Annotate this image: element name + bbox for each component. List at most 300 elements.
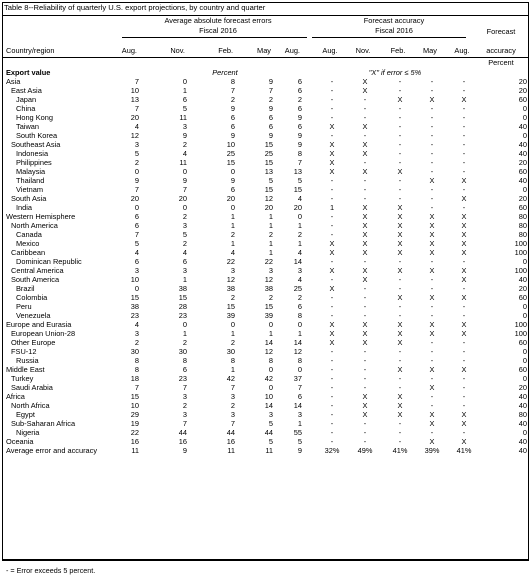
error-value: 37 — [293, 374, 302, 383]
error-value: 13 — [264, 167, 273, 176]
accuracy-mark: X — [397, 320, 403, 329]
accuracy-mark: X — [461, 329, 467, 338]
forecast-accuracy-value: 100 — [514, 320, 527, 329]
accuracy-mark: - — [430, 347, 434, 356]
header-errors-group: Average absolute forecast errors — [164, 16, 272, 25]
accuracy-mark: X — [429, 320, 435, 329]
forecast-accuracy-value: 0 — [522, 428, 527, 437]
forecast-accuracy-value: 80 — [518, 410, 527, 419]
accuracy-mark: X — [429, 95, 435, 104]
accuracy-mark: 32% — [324, 446, 340, 455]
accuracy-mark: X — [429, 212, 435, 221]
accuracy-mark: - — [330, 437, 334, 446]
error-value: 23 — [178, 311, 187, 320]
error-value: 15 — [264, 302, 273, 311]
accuracy-mark: - — [330, 356, 334, 365]
error-value: 2 — [268, 95, 273, 104]
forecast-accuracy-value: 40 — [518, 149, 527, 158]
error-value: 3 — [134, 140, 139, 149]
row-label: Oceania — [6, 437, 34, 446]
row-label: Nigeria — [16, 428, 40, 437]
error-value: 30 — [226, 347, 235, 356]
error-value: 2 — [182, 140, 187, 149]
error-value: 9 — [230, 176, 235, 185]
accuracy-mark: - — [462, 257, 466, 266]
accuracy-mark: - — [398, 374, 402, 383]
accuracy-mark: - — [363, 374, 367, 383]
accuracy-mark: X — [429, 176, 435, 185]
error-value: 6 — [297, 86, 302, 95]
error-value: 8 — [134, 365, 139, 374]
accuracy-mark: X — [429, 239, 435, 248]
row-label: South Asia — [11, 194, 47, 203]
error-value: 2 — [134, 158, 139, 167]
error-value: 9 — [297, 113, 302, 122]
forecast-accuracy-value: 0 — [522, 113, 527, 122]
header-accuracy: accuracy — [486, 46, 516, 55]
accuracy-mark: X — [429, 437, 435, 446]
accuracy-mark: - — [430, 302, 434, 311]
table-row — [2, 275, 529, 284]
table-row — [2, 329, 529, 338]
forecast-accuracy-value: 40 — [518, 419, 527, 428]
header-accuracy-quarter: Aug. — [454, 46, 470, 55]
error-value: 2 — [230, 293, 235, 302]
error-value: 3 — [230, 410, 235, 419]
error-value: 7 — [268, 86, 273, 95]
accuracy-mark: - — [462, 167, 466, 176]
accuracy-mark: X — [362, 230, 368, 239]
forecast-accuracy-value: 0 — [522, 104, 527, 113]
error-value: 6 — [230, 185, 235, 194]
row-label: Caribbean — [11, 248, 46, 257]
accuracy-mark: X — [362, 320, 368, 329]
table-row — [2, 419, 529, 428]
error-value: 2 — [182, 239, 187, 248]
row-label: Southeast Asia — [11, 140, 61, 149]
header-accuracy-quarter: Nov. — [355, 46, 371, 55]
accuracy-mark: - — [430, 194, 434, 203]
table-row — [2, 194, 529, 203]
error-value: 0 — [268, 365, 273, 374]
accuracy-mark: X — [362, 338, 368, 347]
accuracy-mark: - — [462, 86, 466, 95]
forecast-accuracy-value: 0 — [522, 374, 527, 383]
error-value: 1 — [268, 329, 273, 338]
error-value: 0 — [230, 167, 235, 176]
accuracy-mark: - — [330, 383, 334, 392]
accuracy-mark: - — [430, 140, 434, 149]
error-value: 2 — [134, 338, 139, 347]
accuracy-mark: X — [461, 239, 467, 248]
error-value: 7 — [182, 419, 187, 428]
forecast-accuracy-value: 20 — [518, 383, 527, 392]
accuracy-mark: X — [397, 95, 403, 104]
accuracy-mark: - — [330, 410, 334, 419]
error-value: 2 — [297, 230, 302, 239]
error-value: 9 — [182, 131, 187, 140]
header-errors-quarter: Aug. — [121, 46, 137, 55]
error-value: 5 — [182, 230, 187, 239]
row-label: Indonesia — [16, 149, 49, 158]
accuracy-mark: X — [362, 410, 368, 419]
accuracy-mark: - — [398, 302, 402, 311]
error-value: 7 — [230, 86, 235, 95]
accuracy-mark: - — [363, 284, 367, 293]
row-label: Hong Kong — [16, 113, 53, 122]
accuracy-mark: - — [462, 374, 466, 383]
error-value: 4 — [134, 122, 139, 131]
accuracy-mark: X — [397, 203, 403, 212]
header-errors-quarter: May — [257, 46, 271, 55]
accuracy-mark: X — [397, 392, 403, 401]
accuracy-mark: - — [363, 185, 367, 194]
error-value: 3 — [134, 266, 139, 275]
accuracy-mark: X — [429, 293, 435, 302]
accuracy-mark: - — [330, 419, 334, 428]
error-value: 13 — [130, 95, 139, 104]
table-row — [2, 446, 529, 455]
error-value: 16 — [130, 437, 139, 446]
accuracy-mark: - — [330, 428, 334, 437]
accuracy-mark: - — [462, 185, 466, 194]
accuracy-mark: - — [363, 257, 367, 266]
accuracy-mark: - — [398, 149, 402, 158]
error-value: 5 — [182, 104, 187, 113]
error-value: 0 — [182, 320, 187, 329]
accuracy-mark: - — [330, 374, 334, 383]
error-value: 3 — [297, 410, 302, 419]
accuracy-mark: X — [329, 158, 335, 167]
error-value: 3 — [182, 221, 187, 230]
accuracy-mark: - — [430, 356, 434, 365]
error-value: 9 — [230, 104, 235, 113]
accuracy-mark: - — [462, 140, 466, 149]
row-label: Peru — [16, 302, 32, 311]
row-label: Europe and Eurasia — [6, 320, 72, 329]
row-label: Turkey — [11, 374, 34, 383]
error-value: 6 — [297, 302, 302, 311]
row-label: Venezuela — [16, 311, 51, 320]
accuracy-mark: - — [398, 86, 402, 95]
table-row — [2, 266, 529, 275]
accuracy-mark: - — [330, 302, 334, 311]
forecast-accuracy-value: 40 — [518, 392, 527, 401]
error-value: 20 — [130, 113, 139, 122]
forecast-accuracy-value: 20 — [518, 86, 527, 95]
accuracy-mark: - — [330, 347, 334, 356]
error-value: 12 — [130, 131, 139, 140]
accuracy-mark: - — [462, 338, 466, 347]
accuracy-mark: X — [429, 248, 435, 257]
accuracy-note: "X" if error ≤ 5% — [368, 68, 422, 77]
accuracy-mark: X — [461, 230, 467, 239]
accuracy-mark: - — [462, 401, 466, 410]
error-value: 6 — [134, 221, 139, 230]
accuracy-mark: - — [430, 374, 434, 383]
error-value: 9 — [297, 140, 302, 149]
error-value: 9 — [268, 77, 273, 86]
accuracy-mark: - — [330, 365, 334, 374]
accuracy-mark: X — [329, 140, 335, 149]
error-value: 7 — [230, 383, 235, 392]
error-value: 0 — [230, 203, 235, 212]
error-value: 5 — [268, 437, 273, 446]
accuracy-mark: X — [461, 419, 467, 428]
accuracy-mark: - — [430, 104, 434, 113]
forecast-accuracy-value: 0 — [522, 347, 527, 356]
row-label: Canada — [16, 230, 42, 239]
accuracy-mark: - — [363, 347, 367, 356]
section-label: Export value — [6, 68, 51, 77]
accuracy-mark: - — [430, 401, 434, 410]
error-value: 3 — [182, 410, 187, 419]
row-label: Japan — [16, 95, 37, 104]
table-row — [2, 185, 529, 194]
table-row — [2, 230, 529, 239]
error-value: 10 — [226, 140, 235, 149]
row-label: Dominican Republic — [16, 257, 82, 266]
table-row — [2, 167, 529, 176]
error-value: 12 — [226, 275, 235, 284]
forecast-accuracy-value: 100 — [514, 248, 527, 257]
table-row — [2, 104, 529, 113]
accuracy-mark: X — [329, 122, 335, 131]
error-value: 20 — [130, 194, 139, 203]
accuracy-mark: - — [398, 77, 402, 86]
accuracy-mark: - — [398, 419, 402, 428]
error-value: 11 — [179, 158, 187, 167]
row-label: Central America — [11, 266, 64, 275]
accuracy-mark: - — [430, 122, 434, 131]
error-value: 55 — [293, 428, 302, 437]
table-row — [2, 158, 529, 167]
accuracy-mark: X — [362, 275, 368, 284]
row-label: Western Hemisphere — [6, 212, 76, 221]
error-value: 15 — [226, 158, 235, 167]
error-value: 6 — [268, 122, 273, 131]
accuracy-mark: X — [397, 293, 403, 302]
accuracy-mark: - — [430, 86, 434, 95]
row-label: China — [16, 104, 36, 113]
error-value: 10 — [264, 392, 273, 401]
accuracy-mark: X — [429, 365, 435, 374]
accuracy-mark: X — [397, 266, 403, 275]
error-value: 9 — [268, 131, 273, 140]
error-value: 38 — [130, 302, 139, 311]
row-label: North America — [11, 221, 58, 230]
error-value: 8 — [297, 356, 302, 365]
accuracy-mark: - — [330, 401, 334, 410]
error-value: 12 — [264, 194, 273, 203]
forecast-accuracy-value: 40 — [518, 275, 527, 284]
table-row — [2, 383, 529, 392]
table-row — [2, 437, 529, 446]
error-value: 3 — [268, 266, 273, 275]
table-row — [2, 95, 529, 104]
error-value: 3 — [230, 392, 235, 401]
error-value: 7 — [134, 230, 139, 239]
error-value: 5 — [297, 437, 302, 446]
accuracy-mark: - — [430, 257, 434, 266]
accuracy-mark: - — [398, 158, 402, 167]
row-label: South Korea — [16, 131, 58, 140]
error-value: 1 — [182, 86, 187, 95]
accuracy-mark: - — [363, 356, 367, 365]
table-row — [2, 356, 529, 365]
error-value: 14 — [293, 338, 302, 347]
error-value: 18 — [130, 374, 139, 383]
accuracy-mark: - — [363, 113, 367, 122]
accuracy-mark: X — [362, 212, 368, 221]
table-row — [2, 239, 529, 248]
row-label: Mexico — [16, 239, 40, 248]
error-value: 2 — [230, 338, 235, 347]
error-value: 8 — [182, 356, 187, 365]
accuracy-mark: X — [461, 221, 467, 230]
accuracy-mark: X — [461, 293, 467, 302]
forecast-accuracy-value: 20 — [518, 158, 527, 167]
accuracy-mark: 39% — [424, 446, 440, 455]
error-value: 6 — [297, 122, 302, 131]
forecast-accuracy-value: 40 — [518, 401, 527, 410]
accuracy-mark: X — [329, 284, 335, 293]
accuracy-mark: X — [329, 320, 335, 329]
error-value: 16 — [178, 437, 187, 446]
accuracy-mark: - — [462, 122, 466, 131]
table-row — [2, 221, 529, 230]
error-value: 0 — [134, 203, 139, 212]
error-value: 10 — [130, 86, 139, 95]
header-accuracy-sub: Fiscal 2016 — [375, 26, 413, 35]
accuracy-mark: - — [363, 158, 367, 167]
error-value: 15 — [264, 140, 273, 149]
error-value: 1 — [268, 212, 273, 221]
error-value: 14 — [293, 401, 302, 410]
error-value: 10 — [130, 401, 139, 410]
error-value: 9 — [182, 446, 187, 455]
accuracy-mark: X — [362, 140, 368, 149]
accuracy-mark: X — [362, 221, 368, 230]
forecast-accuracy-value: 60 — [518, 167, 527, 176]
error-value: 6 — [134, 257, 139, 266]
rule-bottom — [2, 559, 529, 560]
forecast-accuracy-value: 60 — [518, 293, 527, 302]
accuracy-mark: X — [362, 149, 368, 158]
table-row — [2, 212, 529, 221]
error-value: 39 — [264, 311, 273, 320]
accuracy-mark: - — [330, 104, 334, 113]
accuracy-mark: - — [398, 437, 402, 446]
forecast-accuracy-value: 100 — [514, 329, 527, 338]
error-value: 22 — [130, 428, 139, 437]
accuracy-mark: - — [398, 383, 402, 392]
error-value: 19 — [130, 419, 139, 428]
accuracy-mark: - — [363, 131, 367, 140]
accuracy-mark: - — [363, 194, 367, 203]
accuracy-mark: - — [398, 284, 402, 293]
error-value: 3 — [182, 392, 187, 401]
accuracy-mark: X — [329, 149, 335, 158]
accuracy-mark: - — [398, 176, 402, 185]
error-value: 4 — [297, 248, 302, 257]
error-value: 38 — [178, 284, 187, 293]
error-value: 6 — [182, 365, 187, 374]
table-row — [2, 401, 529, 410]
row-label: Asia — [6, 77, 21, 86]
row-label: Middle East — [6, 365, 45, 374]
error-value: 11 — [131, 446, 139, 455]
forecast-accuracy-value: 0 — [522, 302, 527, 311]
accuracy-mark: - — [462, 203, 466, 212]
error-value: 2 — [268, 293, 273, 302]
error-value: 4 — [297, 194, 302, 203]
table-row — [2, 113, 529, 122]
error-value: 20 — [293, 203, 302, 212]
accuracy-mark: X — [461, 212, 467, 221]
error-value: 1 — [268, 239, 273, 248]
accuracy-mark: - — [330, 113, 334, 122]
error-value: 15 — [178, 293, 187, 302]
forecast-accuracy-value: 40 — [518, 176, 527, 185]
error-value: 2 — [182, 401, 187, 410]
accuracy-mark: X — [397, 401, 403, 410]
error-value: 11 — [265, 446, 273, 455]
accuracy-mark: - — [430, 131, 434, 140]
accuracy-mark: - — [430, 284, 434, 293]
error-value: 20 — [226, 194, 235, 203]
error-value: 10 — [130, 275, 139, 284]
table-row — [2, 257, 529, 266]
header-accuracy-group: Forecast accuracy — [363, 16, 425, 25]
error-value: 42 — [264, 374, 273, 383]
error-value: 20 — [178, 194, 187, 203]
forecast-accuracy-value: 0 — [522, 356, 527, 365]
error-value: 3 — [134, 329, 139, 338]
error-value: 0 — [268, 320, 273, 329]
forecast-accuracy-value: 20 — [518, 77, 527, 86]
accuracy-mark: X — [461, 176, 467, 185]
error-value: 6 — [134, 212, 139, 221]
error-value: 9 — [297, 446, 302, 455]
error-value: 8 — [230, 77, 235, 86]
accuracy-mark: - — [363, 437, 367, 446]
error-value: 4 — [297, 275, 302, 284]
table-body — [2, 77, 529, 455]
accuracy-mark: X — [429, 329, 435, 338]
row-label: Average error and accuracy — [6, 446, 98, 455]
error-value: 12 — [293, 347, 302, 356]
forecast-accuracy-value: 0 — [522, 185, 527, 194]
error-value: 9 — [134, 176, 139, 185]
error-value: 5 — [268, 419, 273, 428]
row-label: Vietnam — [16, 185, 43, 194]
accuracy-mark: X — [397, 329, 403, 338]
error-value: 8 — [268, 356, 273, 365]
error-value: 9 — [182, 176, 187, 185]
accuracy-mark: - — [330, 185, 334, 194]
accuracy-mark: X — [397, 230, 403, 239]
accuracy-mark: X — [429, 221, 435, 230]
error-value: 14 — [293, 257, 302, 266]
error-value: 0 — [182, 77, 187, 86]
accuracy-mark: X — [362, 392, 368, 401]
header-accuracy-quarter: Aug. — [322, 46, 338, 55]
accuracy-mark: - — [363, 176, 367, 185]
row-label: Russia — [16, 356, 39, 365]
error-value: 6 — [182, 95, 187, 104]
table-row — [2, 77, 529, 86]
